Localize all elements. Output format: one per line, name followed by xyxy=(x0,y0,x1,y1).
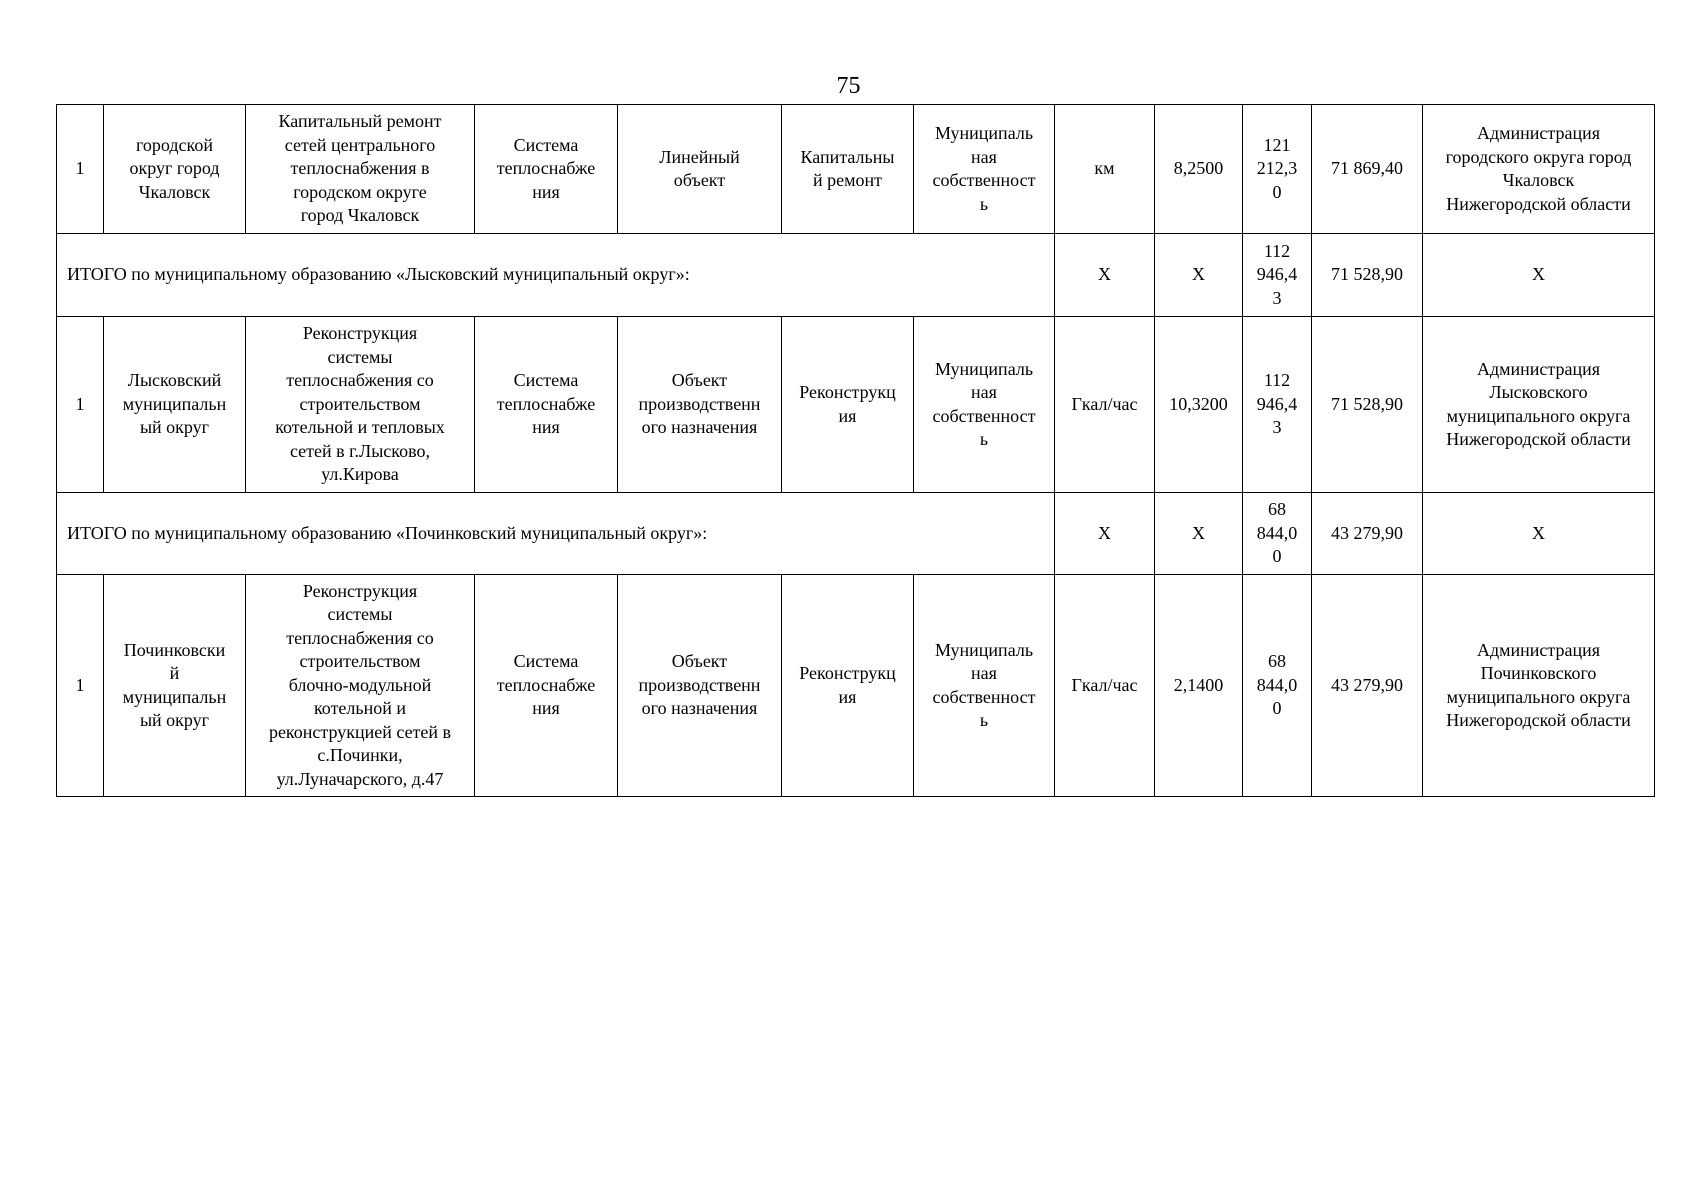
municipality-cell: Лысковский муниципальн ый округ xyxy=(104,317,246,493)
cost-cell: 68 844,0 0 xyxy=(1243,575,1312,797)
object-name-cell: Реконструкция системы теплоснабжения со строительством котельной и тепловых сетей в г.Лысково, ул.Кирова xyxy=(246,317,475,493)
ownership-cell: Муниципаль ная собственност ь xyxy=(914,105,1055,234)
investment-table xyxy=(56,104,1655,797)
table-row xyxy=(57,105,1655,234)
total-label: ИТОГО по муниципальному образованию «Лысковский муниципальный округ»: xyxy=(57,234,1055,317)
cost-cell: 112 946,4 3 xyxy=(1243,234,1312,317)
capacity-cell: 8,2500 xyxy=(1155,105,1243,234)
object-name-cell: Капитальный ремонт сетей центрального теплоснабжения в городском округе город Чкаловск xyxy=(246,105,475,234)
object-type-cell: Объект производственн ого назначения xyxy=(618,317,782,493)
total-row xyxy=(57,234,1655,317)
funding-cell: 71 528,90 xyxy=(1312,234,1423,317)
municipality-cell: Починковски й муниципальн ый округ xyxy=(104,575,246,797)
funding-cell: 71 869,40 xyxy=(1312,105,1423,234)
unit-cell: км xyxy=(1055,105,1155,234)
row-number: 1 xyxy=(57,105,104,234)
cost-cell: 68 844,0 0 xyxy=(1243,493,1312,575)
capacity-cell: 2,1400 xyxy=(1155,575,1243,797)
funding-cell: 71 528,90 xyxy=(1312,317,1423,493)
municipality-cell: городской округ город Чкаловск xyxy=(104,105,246,234)
work-type-cell: Реконструкц ия xyxy=(782,317,914,493)
unit-cell: Гкал/час xyxy=(1055,317,1155,493)
page-number: 75 xyxy=(836,73,861,99)
unit-cell: Х xyxy=(1055,493,1155,575)
work-type-cell: Капитальны й ремонт xyxy=(782,105,914,234)
table-row xyxy=(57,575,1655,797)
capacity-cell: 10,3200 xyxy=(1155,317,1243,493)
row-number: 1 xyxy=(57,575,104,797)
work-type-cell: Реконструкц ия xyxy=(782,575,914,797)
table-row xyxy=(57,317,1655,493)
cost-cell: 121 212,3 0 xyxy=(1243,105,1312,234)
row-number: 1 xyxy=(57,317,104,493)
administrator-cell: Х xyxy=(1423,234,1655,317)
object-name-cell: Реконструкция системы теплоснабжения со строительством блочно-модульной котельной и реконструкцией сетей в с.Починки, ул.Луначарского, д.47 xyxy=(246,575,475,797)
system-cell: Система теплоснабже ния xyxy=(475,105,618,234)
object-type-cell: Линейный объект xyxy=(618,105,782,234)
unit-cell: Гкал/час xyxy=(1055,575,1155,797)
system-cell: Система теплоснабже ния xyxy=(475,575,618,797)
administrator-cell: Администрация Лысковского муниципального округа Нижегородской области xyxy=(1423,317,1655,493)
capacity-cell: Х xyxy=(1155,493,1243,575)
administrator-cell: Х xyxy=(1423,493,1655,575)
ownership-cell: Муниципаль ная собственност ь xyxy=(914,575,1055,797)
capacity-cell: Х xyxy=(1155,234,1243,317)
administrator-cell: Администрация городского округа город Чкаловск Нижегородской области xyxy=(1423,105,1655,234)
total-row xyxy=(57,493,1655,575)
unit-cell: Х xyxy=(1055,234,1155,317)
total-label: ИТОГО по муниципальному образованию «Починковский муниципальный округ»: xyxy=(57,493,1055,575)
object-type-cell: Объект производственн ого назначения xyxy=(618,575,782,797)
ownership-cell: Муниципаль ная собственност ь xyxy=(914,317,1055,493)
funding-cell: 43 279,90 xyxy=(1312,575,1423,797)
funding-cell: 43 279,90 xyxy=(1312,493,1423,575)
system-cell: Система теплоснабже ния xyxy=(475,317,618,493)
cost-cell: 112 946,4 3 xyxy=(1243,317,1312,493)
administrator-cell: Администрация Починковского муниципального округа Нижегородской области xyxy=(1423,575,1655,797)
